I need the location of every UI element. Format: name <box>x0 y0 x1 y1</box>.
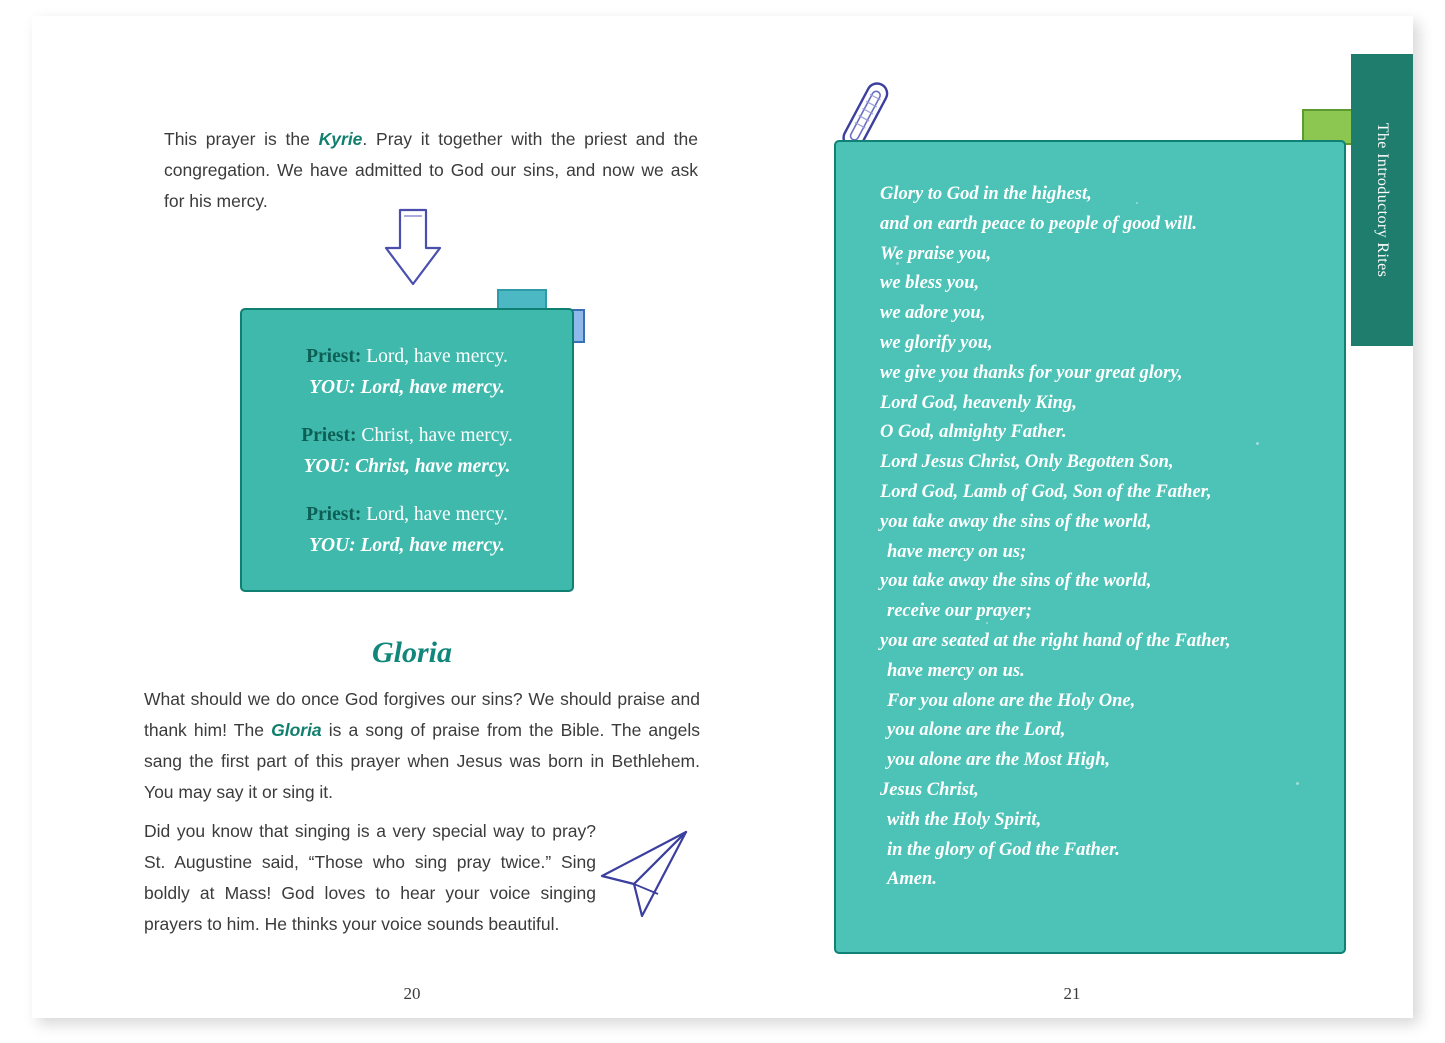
left-page <box>112 96 712 1003</box>
priest-text: Lord, have mercy. <box>361 504 508 525</box>
section-tab <box>1351 54 1413 346</box>
paragraph-2-part1: What should we do once God forgives our sins? We should praise and thank him! The <box>144 689 700 740</box>
gloria-keyword: Gloria <box>271 720 322 740</box>
paragraph-gloria-explanation <box>144 684 700 808</box>
prayer-line: you take away the sins of the world, <box>880 571 1152 592</box>
prayer-line: We praise you, <box>880 243 992 264</box>
prayer-line: Lord God, heavenly King, <box>880 392 1077 413</box>
priest-label: Priest: <box>301 425 357 446</box>
prayer-line: you take away the sins of the world, <box>880 511 1152 532</box>
kyrie-you-line: YOU: Christ, have mercy. <box>303 456 511 477</box>
paragraph-2-part2: is a song of praise from the Bible. The angels sang the first part of this prayer when Jesus was born in Bethlehem. You may say it or sing it. <box>144 720 701 802</box>
prayer-line: with the Holy Spirit, <box>887 809 1042 830</box>
priest-label: Priest: <box>306 504 362 525</box>
prayer-line: we glorify you, <box>880 332 993 353</box>
prayer-line: Jesus Christ, <box>880 779 979 800</box>
kyrie-priest-line <box>260 500 554 530</box>
kyrie-priest-line <box>260 342 554 372</box>
priest-text: Lord, have mercy. <box>361 346 508 367</box>
paper-plane-doodle-icon <box>590 824 700 929</box>
right-page <box>792 76 1352 1006</box>
kyrie-dialog-lines <box>242 310 572 561</box>
kyrie-you-line: YOU: Lord, have mercy. <box>309 377 505 398</box>
prayer-line: have mercy on us. <box>887 660 1025 681</box>
prayer-line: in the glory of God the Father. <box>887 839 1120 860</box>
paragraph-singing: Did you know that singing is a very special way to pray? St. Augustine said, “Those who sing pray twice.” Sing boldly at Mass! God loves to hear your voice singing prayers to him. He thinks your voice sounds beautiful. <box>144 821 596 934</box>
prayer-line: you are seated at the right hand of the Father, <box>880 630 1231 651</box>
prayer-line: O God, almighty Father. <box>880 422 1067 443</box>
arrow-down-doodle-icon <box>380 204 450 299</box>
prayer-line: we adore you, <box>880 303 986 324</box>
kyrie-keyword: Kyrie <box>318 129 363 149</box>
prayer-line: receive our prayer; <box>887 601 1032 622</box>
prayer-line: Glory to God in the highest, <box>880 184 1092 204</box>
prayer-line: Amen. <box>887 869 937 890</box>
section-tab-label: The Introductory Rites <box>1374 122 1391 278</box>
section-heading-gloria: Gloria <box>371 636 452 669</box>
intro-paragraph-prefix: This prayer is the <box>164 129 319 149</box>
prayer-line: and on earth peace to people of good will. <box>880 213 1198 234</box>
gloria-prayer-box <box>834 140 1346 954</box>
prayer-line: we give you thanks for your great glory, <box>880 362 1183 383</box>
priest-label: Priest: <box>306 346 362 367</box>
prayer-line: have mercy on us; <box>887 541 1027 562</box>
kyrie-priest-line <box>260 421 554 451</box>
priest-text: Christ, have mercy. <box>356 425 513 446</box>
prayer-line: you alone are the Most High, <box>887 750 1111 771</box>
gloria-prayer-lines <box>836 142 1344 895</box>
prayer-line: we bless you, <box>880 273 980 294</box>
prayer-line: For you alone are the Holy One, <box>887 690 1136 711</box>
prayer-line: Lord God, Lamb of God, Son of the Father, <box>880 481 1212 502</box>
page-number-right: 21 <box>1063 984 1081 1003</box>
intro-paragraph-suffix: . Pray it together with the priest and the congregation. We have admitted to God our sins, and now we ask for his mercy. <box>164 129 698 211</box>
prayer-line: Lord Jesus Christ, Only Begotten Son, <box>880 452 1174 473</box>
page-sheet <box>32 16 1413 1018</box>
prayer-line: you alone are the Lord, <box>887 720 1066 741</box>
kyrie-you-line: YOU: Lord, have mercy. <box>309 535 505 556</box>
kyrie-dialog-box <box>240 308 574 592</box>
page-number-left: 20 <box>403 984 421 1003</box>
